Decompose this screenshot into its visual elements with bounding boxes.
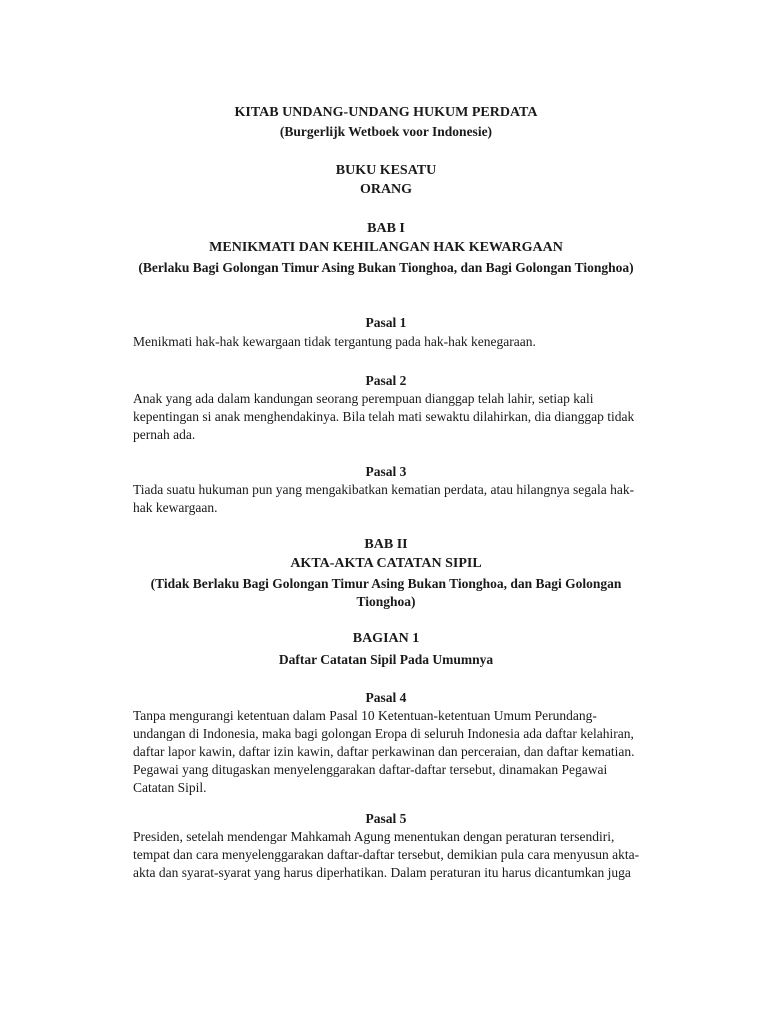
bab2-label: BAB II — [364, 537, 408, 552]
bagian1-label: BAGIAN 1 — [352, 631, 420, 646]
pasal2-heading: Pasal 2 — [365, 373, 407, 388]
pasal1-heading: Pasal 1 — [365, 315, 407, 330]
pasal2-text: Anak yang ada dalam kandungan seorang perempuan dianggap telah lahir, setiap kali kepentingan si anak menghendakinya. Bila telah mati sewaktu dilahirkan, dia dianggap tidak pernah ada. — [133, 391, 635, 442]
bab1-label: BAB I — [367, 221, 405, 236]
bab1-name: MENIKMATI DAN KEHILANGAN HAK KEWARGAAN — [209, 240, 563, 255]
pasal1-text: Menikmati hak-hak kewargaan tidak tergantung pada hak-hak kenegaraan. — [133, 334, 536, 349]
pasal3-text: Tiada suatu hukuman pun yang mengakibatkan kematian perdata, atau hilangnya segala hak-hak kewargaan. — [133, 482, 635, 515]
document-title: KITAB UNDANG-UNDANG HUKUM PERDATA — [234, 105, 538, 120]
book-label: BUKU KESATU — [335, 163, 437, 178]
bagian1-name: Daftar Catatan Sipil Pada Umumnya — [278, 652, 494, 667]
bab1-note: (Berlaku Bagi Golongan Timur Asing Bukan Tionghoa, dan Bagi Golongan Tionghoa) — [138, 260, 634, 275]
pasal5-heading: Pasal 5 — [365, 811, 407, 826]
pasal3-heading: Pasal 3 — [365, 464, 407, 479]
book-name: ORANG — [359, 182, 413, 197]
pasal5-text: Presiden, setelah mendengar Mahkamah Agung menentukan dengan peraturan tersendiri, tempat dan cara menyelenggarakan daftar-daftar tersebut, demikian pula cara menyusun akta-akta dan syarat-syarat yang harus diperhatikan. Dalam peraturan itu harus dicantumkan juga — [133, 829, 640, 880]
document-subtitle: (Burgerlijk Wetboek voor Indonesie) — [279, 124, 493, 139]
pasal4-text: Tanpa mengurangi ketentuan dalam Pasal 10 Ketentuan-ketentuan Umum Perundang-undangan di Indonesia, maka bagi golongan Eropa di seluruh Indonesia ada daftar kelahiran, daftar lapor kawin, daftar izin kawin, daftar perkawinan dan perceraian, dan daftar kematian. Pegawai yang ditugaskan menyelenggarakan daftar-daftar tersebut, dinamakan Pegawai Catatan Sipil. — [133, 708, 635, 795]
bab2-note: (Tidak Berlaku Bagi Golongan Timur Asing Bukan Tionghoa, dan Bagi Golongan Tionghoa) — [150, 576, 622, 609]
bab2-name: AKTA-AKTA CATATAN SIPIL — [290, 556, 482, 571]
pasal4-heading: Pasal 4 — [365, 690, 407, 705]
